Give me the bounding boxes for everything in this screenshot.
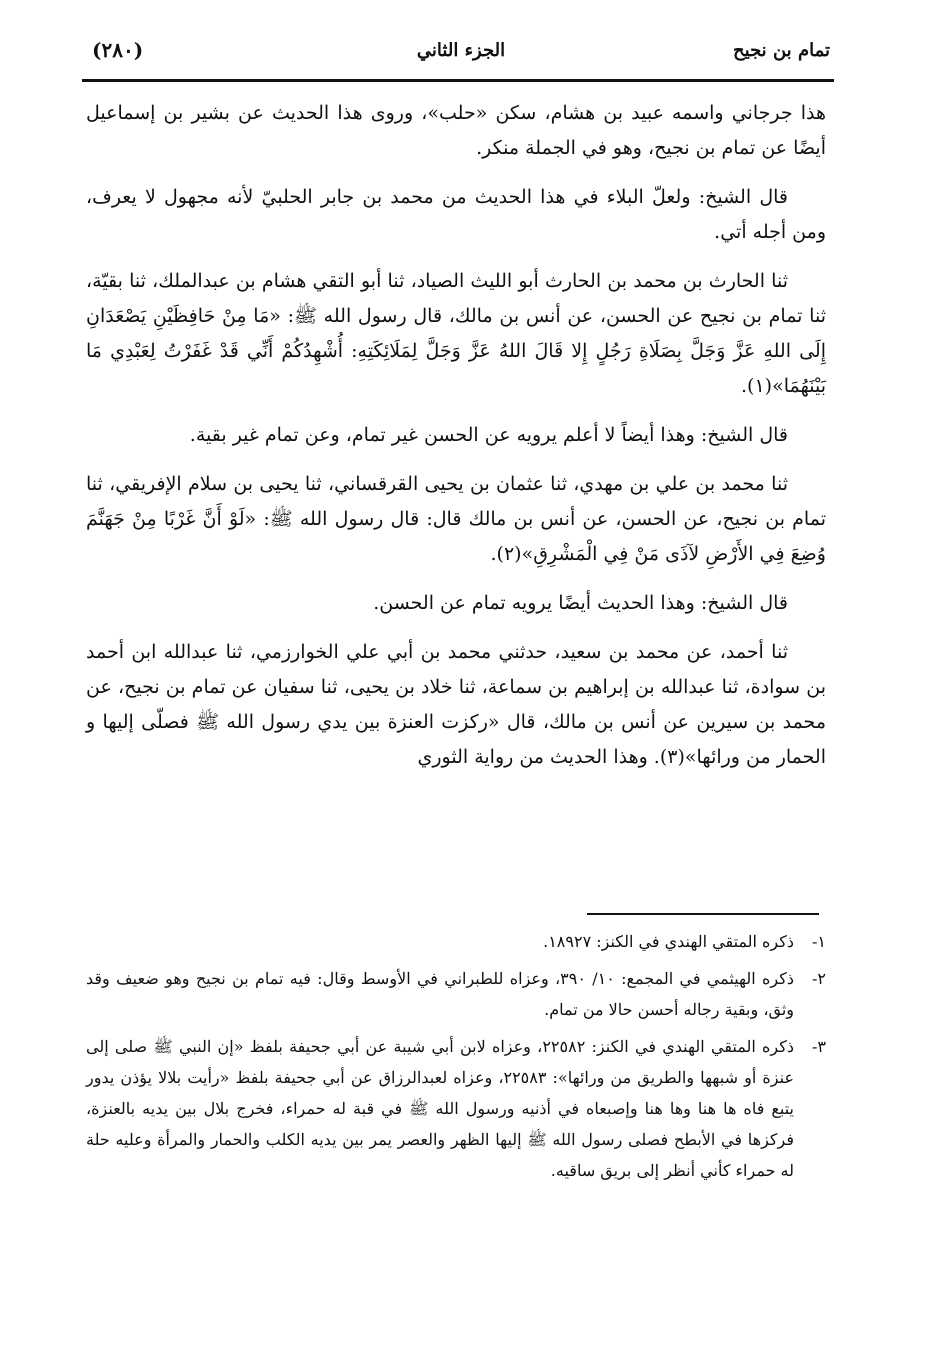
footnote-text: ذكره المتقي الهندي في الكنز: ٢٢٥٨٢، وعزاه لابن أبي شيبة عن أبي جحيفة بلفظ «إن النبي ﷺ صلى إلى عنزة أو شبهها والطريق من ورائها»: ٢٢٥٨٣، وعزاه لعبدالرزاق عن أبي جحيفة بلفظ «رأيت بلالا يؤذن يدور يتبع فاه ها هنا وها هنا وإصبعاه في أذنيه ورسول الله ﷺ في قبة له حمراء، فخرج بلال بين يديه بالعنزة، فركزها في الأبطح فصلى رسول الله ﷺ إليها الظهر والعصر يمر بين يديه الكلب والحمار والمرأة وعليه حلة له حمراء كأني أنظر إلى بريق ساقيه. [86,1037,794,1180]
paragraph: ثنا الحارث بن محمد بن الحارث أبو الليث الصياد، ثنا أبو التقي هشام بن عبدالملك، ثنا بقيّة، ثنا تمام بن نجيح عن الحسن، عن أنس بن مالك، قال رسول الله ﷺ: «مَا مِنْ حَافِظَيْنِ يَصْعَدَانِ إِلَى اللهِ عَزَّ وَجَلَّ بِصَلَاةِ رَجُلٍ إِلا قَالَ اللهُ عَزَّ وَجَلَّ لِمَلَائِكَتِهِ: أُشْهِدُكُمْ أَنِّي قَدْ غَفَرْتُ لِعَبْدِي مَا بَيْنَهُمَا»(١). [86,270,826,397]
footnote [86,1031,826,1186]
running-header [92,40,830,74]
footnote [86,926,826,957]
paragraph: قال الشيخ: وهذا الحديث أيضًا يرويه تمام عن الحسن. [373,592,788,614]
volume-label: الجزء الثاني [416,40,506,61]
paragraph: ثنا أحمد، عن محمد بن سعيد، حدثني محمد بن أبي علي الخوارزمي، ثنا عبدالله ابن أحمد بن سوادة، ثنا عبدالله بن إبراهيم بن سماعة، ثنا خلاد بن يحيى، ثنا سفيان عن تمام بن نجيح، عن محمد بن سيرين عن أنس بن مالك، قال «ركزت العنزة بين يدي رسول الله ﷺ فصلّى إليها و الحمار من ورائها»(٣). وهذا الحديث من رواية الثوري [86,641,826,768]
page-number: (٢٨٠) [92,38,144,62]
footnote-text: ذكره الهيثمي في المجمع: ١٠/ ٣٩٠، وعزاه للطبراني في الأوسط وقال: فيه تمام بن نجيح وهو ضعيف وقد وثق، وبقية رجاله أحسن حالا من تمام. [86,969,794,1019]
footnote-number: ٢- [812,969,826,988]
paragraph: قال الشيخ: وهذا أيضاً لا أعلم يرويه عن الحسن غير تمام، وعن تمام غير بقية. [189,424,788,446]
paragraph: ثنا محمد بن علي بن مهدي، ثنا عثمان بن يحيى القرقساني، ثنا يحيى بن سلام الإفريقي، ثنا تمام بن نجيح، عن الحسن، عن أنس بن مالك قال: قال رسول الله ﷺ: «لَوْ أَنَّ غَرْبًا مِنْ جَهَنَّمَ وُضِعَ فِي الأَرْضِ لآذَى مَنْ فِي الْمَشْرِقِ»(٢). [86,473,826,565]
header-divider [82,79,834,82]
footnote-divider [587,913,819,915]
paragraph: هذا جرجاني واسمه عبيد بن هشام، سكن «حلب»، وروى هذا الحديث عن بشير بن إسماعيل أيضًا عن تمام بن نجيح، وهو في الجملة منكر. [86,102,826,159]
footnote-number: ٣- [812,1037,826,1056]
footnote-number: ١- [812,932,826,951]
main-text [86,96,826,789]
footnote [86,963,826,1025]
book-title: تمام بن نجيح [733,40,830,61]
paragraph: قال الشيخ: ولعلّ البلاء في هذا الحديث من محمد بن جابر الحلبيّ لأنه مجهول لا يعرف، ومن أجله أتي. [86,186,826,243]
footnotes [86,926,826,1192]
footnote-text: ذكره المتقي الهندي في الكنز: ١٨٩٢٧. [543,932,794,951]
